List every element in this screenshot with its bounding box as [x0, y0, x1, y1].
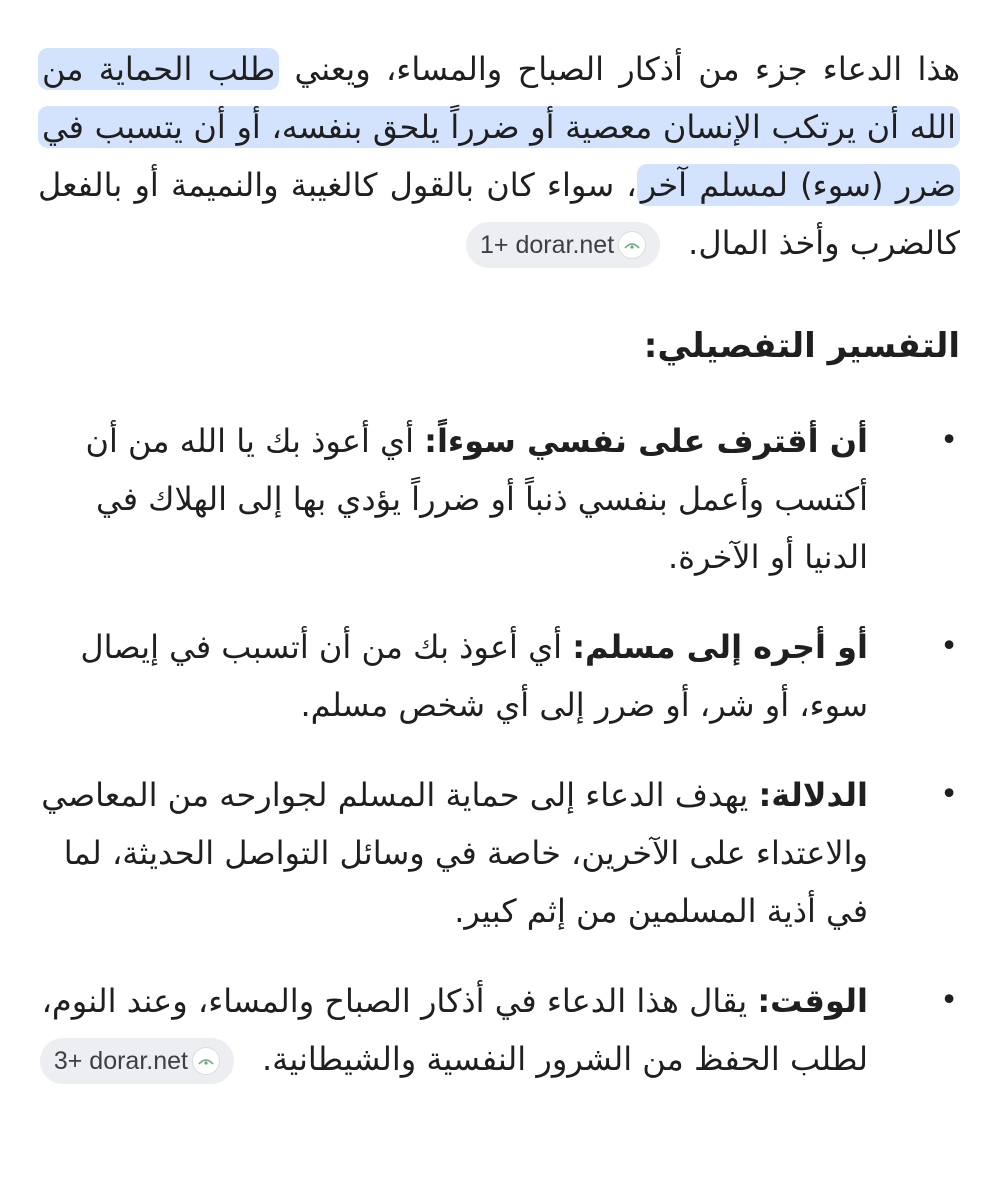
source-chip[interactable] — [466, 222, 660, 268]
explanation-list — [38, 412, 960, 1088]
list-item — [38, 618, 960, 734]
list-item — [38, 412, 960, 586]
source-chip-label: 3+ dorar.net — [53, 1047, 188, 1075]
bullet-icon: • — [940, 629, 958, 664]
list-item-text: يهدف الدعاء إلى حماية المسلم لجوارحه من المعاصي والاعتداء على الآخرين، خاصة في وسائل التواصل الحديثة، لما في أذية المسلمين من إثم كبير. — [41, 776, 868, 930]
list-item-text: أي أعوذ بك يا الله من أن أكتسب وأعمل بنفسي ذنباً أو ضرراً يؤدي بها إلى الهلاك في الدنيا أو الآخرة. — [85, 422, 868, 576]
dorar-favicon-icon — [192, 1047, 220, 1075]
bullet-icon: • — [940, 983, 958, 1018]
list-item-term: أن أقترف على نفسي سوءاً: — [424, 422, 868, 460]
intro-text-before: هذا الدعاء جزء من أذكار الصباح والمساء، ويعني — [279, 50, 961, 88]
list-item-text: يقال هذا الدعاء في أذكار الصباح والمساء، وعند النوم، لطلب الحفظ من الشرور النفسية والشيطانية. — [41, 982, 868, 1078]
intro-paragraph — [38, 40, 960, 272]
list-item-term: الدلالة: — [758, 776, 868, 814]
list-item — [38, 972, 960, 1088]
source-chip[interactable] — [40, 1038, 234, 1084]
section-heading: التفسير التفصيلي: — [643, 326, 960, 366]
source-chip-label: 1+ dorar.net — [480, 231, 615, 259]
list-item-term: أو أجره إلى مسلم: — [572, 628, 868, 666]
bullet-icon: • — [940, 777, 958, 812]
bullet-icon: • — [940, 423, 958, 458]
list-item — [38, 766, 960, 940]
intro-text-after: ، سواء كان بالقول كالغيبة والنميمة أو بالفعل كالضرب وأخذ المال. — [38, 166, 960, 262]
list-item-text: أي أعوذ بك من أن أتسبب في إيصال سوء، أو شر، أو ضرر إلى أي شخص مسلم. — [80, 628, 868, 724]
highlighted-text[interactable]: طلب الحماية من الله أن يرتكب الإنسان معصية أو ضرراً يلحق بنفسه، أو أن يتسبب في ضرر (سوء) لمسلم آخر — [38, 48, 960, 206]
dorar-favicon-icon — [618, 231, 646, 259]
list-item-term: الوقت: — [757, 982, 868, 1020]
